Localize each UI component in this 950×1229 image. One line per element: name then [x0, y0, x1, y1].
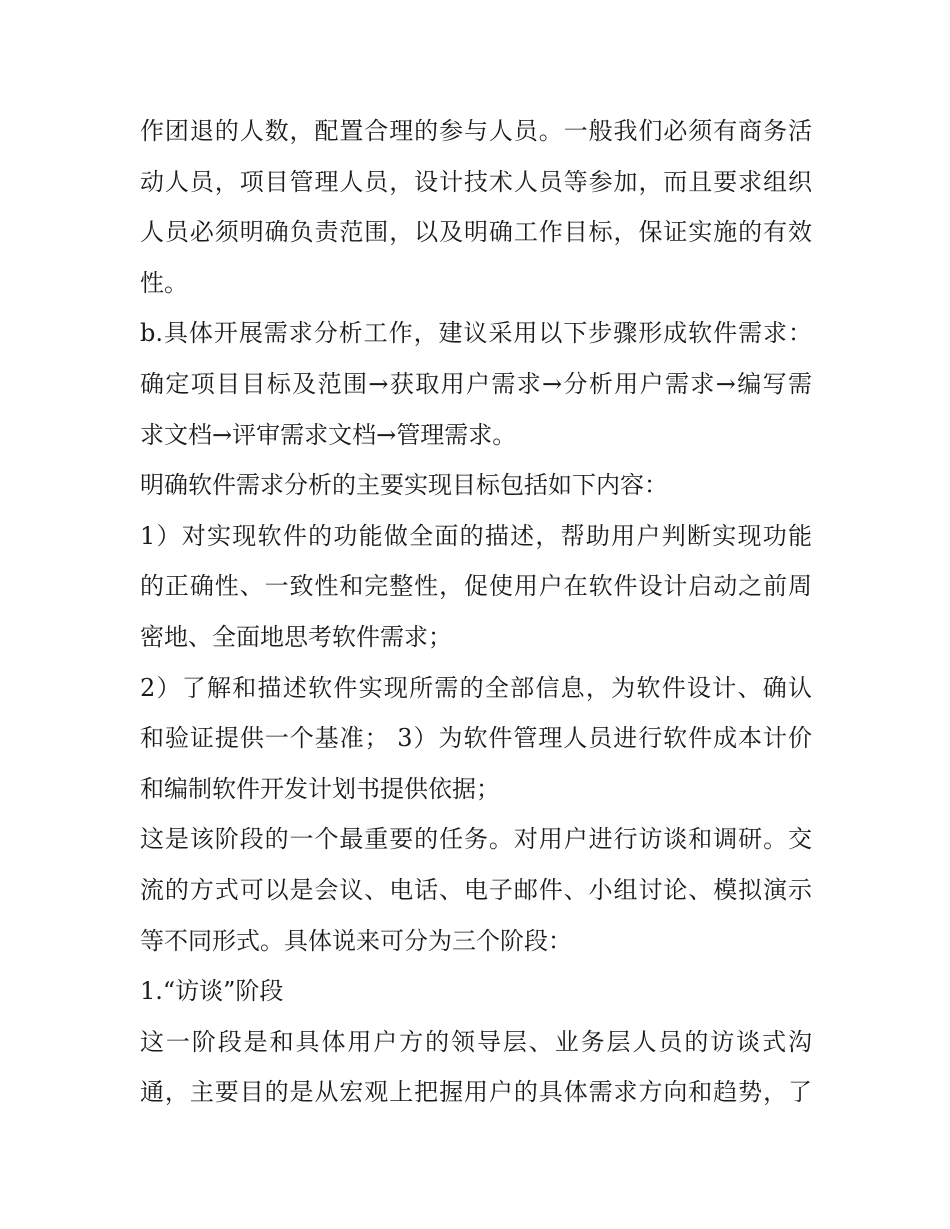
text-line: 作团退的人数，配置合理的参与人员。一般我们必须有商务活	[140, 117, 812, 145]
text-line: 流的方式可以是会议、电话、电子邮件、小组讨论、模拟演示	[140, 875, 812, 904]
text-line: 密地、全面地思考软件需求；	[140, 622, 452, 651]
text-line: 和验证提供一个基准； 3）为软件管理人员进行软件成本计价	[140, 724, 812, 753]
text-line: 通，主要目的是从宏观上把握用户的具体需求方向和趋势，了	[140, 1078, 812, 1107]
text-line: 2）了解和描述软件实现所需的全部信息，为软件设计、确认	[140, 673, 812, 702]
text-line: 和编制软件开发计划书提供依据；	[140, 774, 500, 803]
text-line: 性。	[140, 268, 188, 297]
text-line: 确定项目目标及范围→获取用户需求→分析用户需求→编写需	[140, 369, 812, 398]
text-line: b.具体开展需求分析工作，建议采用以下步骤形成软件需求：	[140, 319, 812, 348]
text-line: 明确软件需求分析的主要实现目标包括如下内容：	[140, 471, 668, 500]
text-line: 等不同形式。具体说来可分为三个阶段：	[140, 926, 572, 955]
text-line: 动人员，项目管理人员，设计技术人员等参加，而且要求组织	[140, 167, 812, 196]
text-line: 人员必须明确负责范围，以及明确工作目标，保证实施的有效	[140, 218, 812, 247]
text-line: 求文档→评审需求文档→管理需求。	[140, 420, 517, 449]
text-line: 这一阶段是和具体用户方的领导层、业务层人员的访谈式沟	[140, 1027, 812, 1056]
text-line: 的正确性、一致性和完整性，促使用户在软件设计启动之前周	[140, 572, 812, 601]
document-body	[140, 106, 812, 1118]
section-heading: 1.“访谈”阶段	[140, 977, 284, 1006]
text-line: 这是该阶段的一个最重要的任务。对用户进行访谈和调研。交	[140, 825, 812, 854]
text-line: 1）对实现软件的功能做全面的描述，帮助用户判断实现功能	[140, 521, 812, 550]
